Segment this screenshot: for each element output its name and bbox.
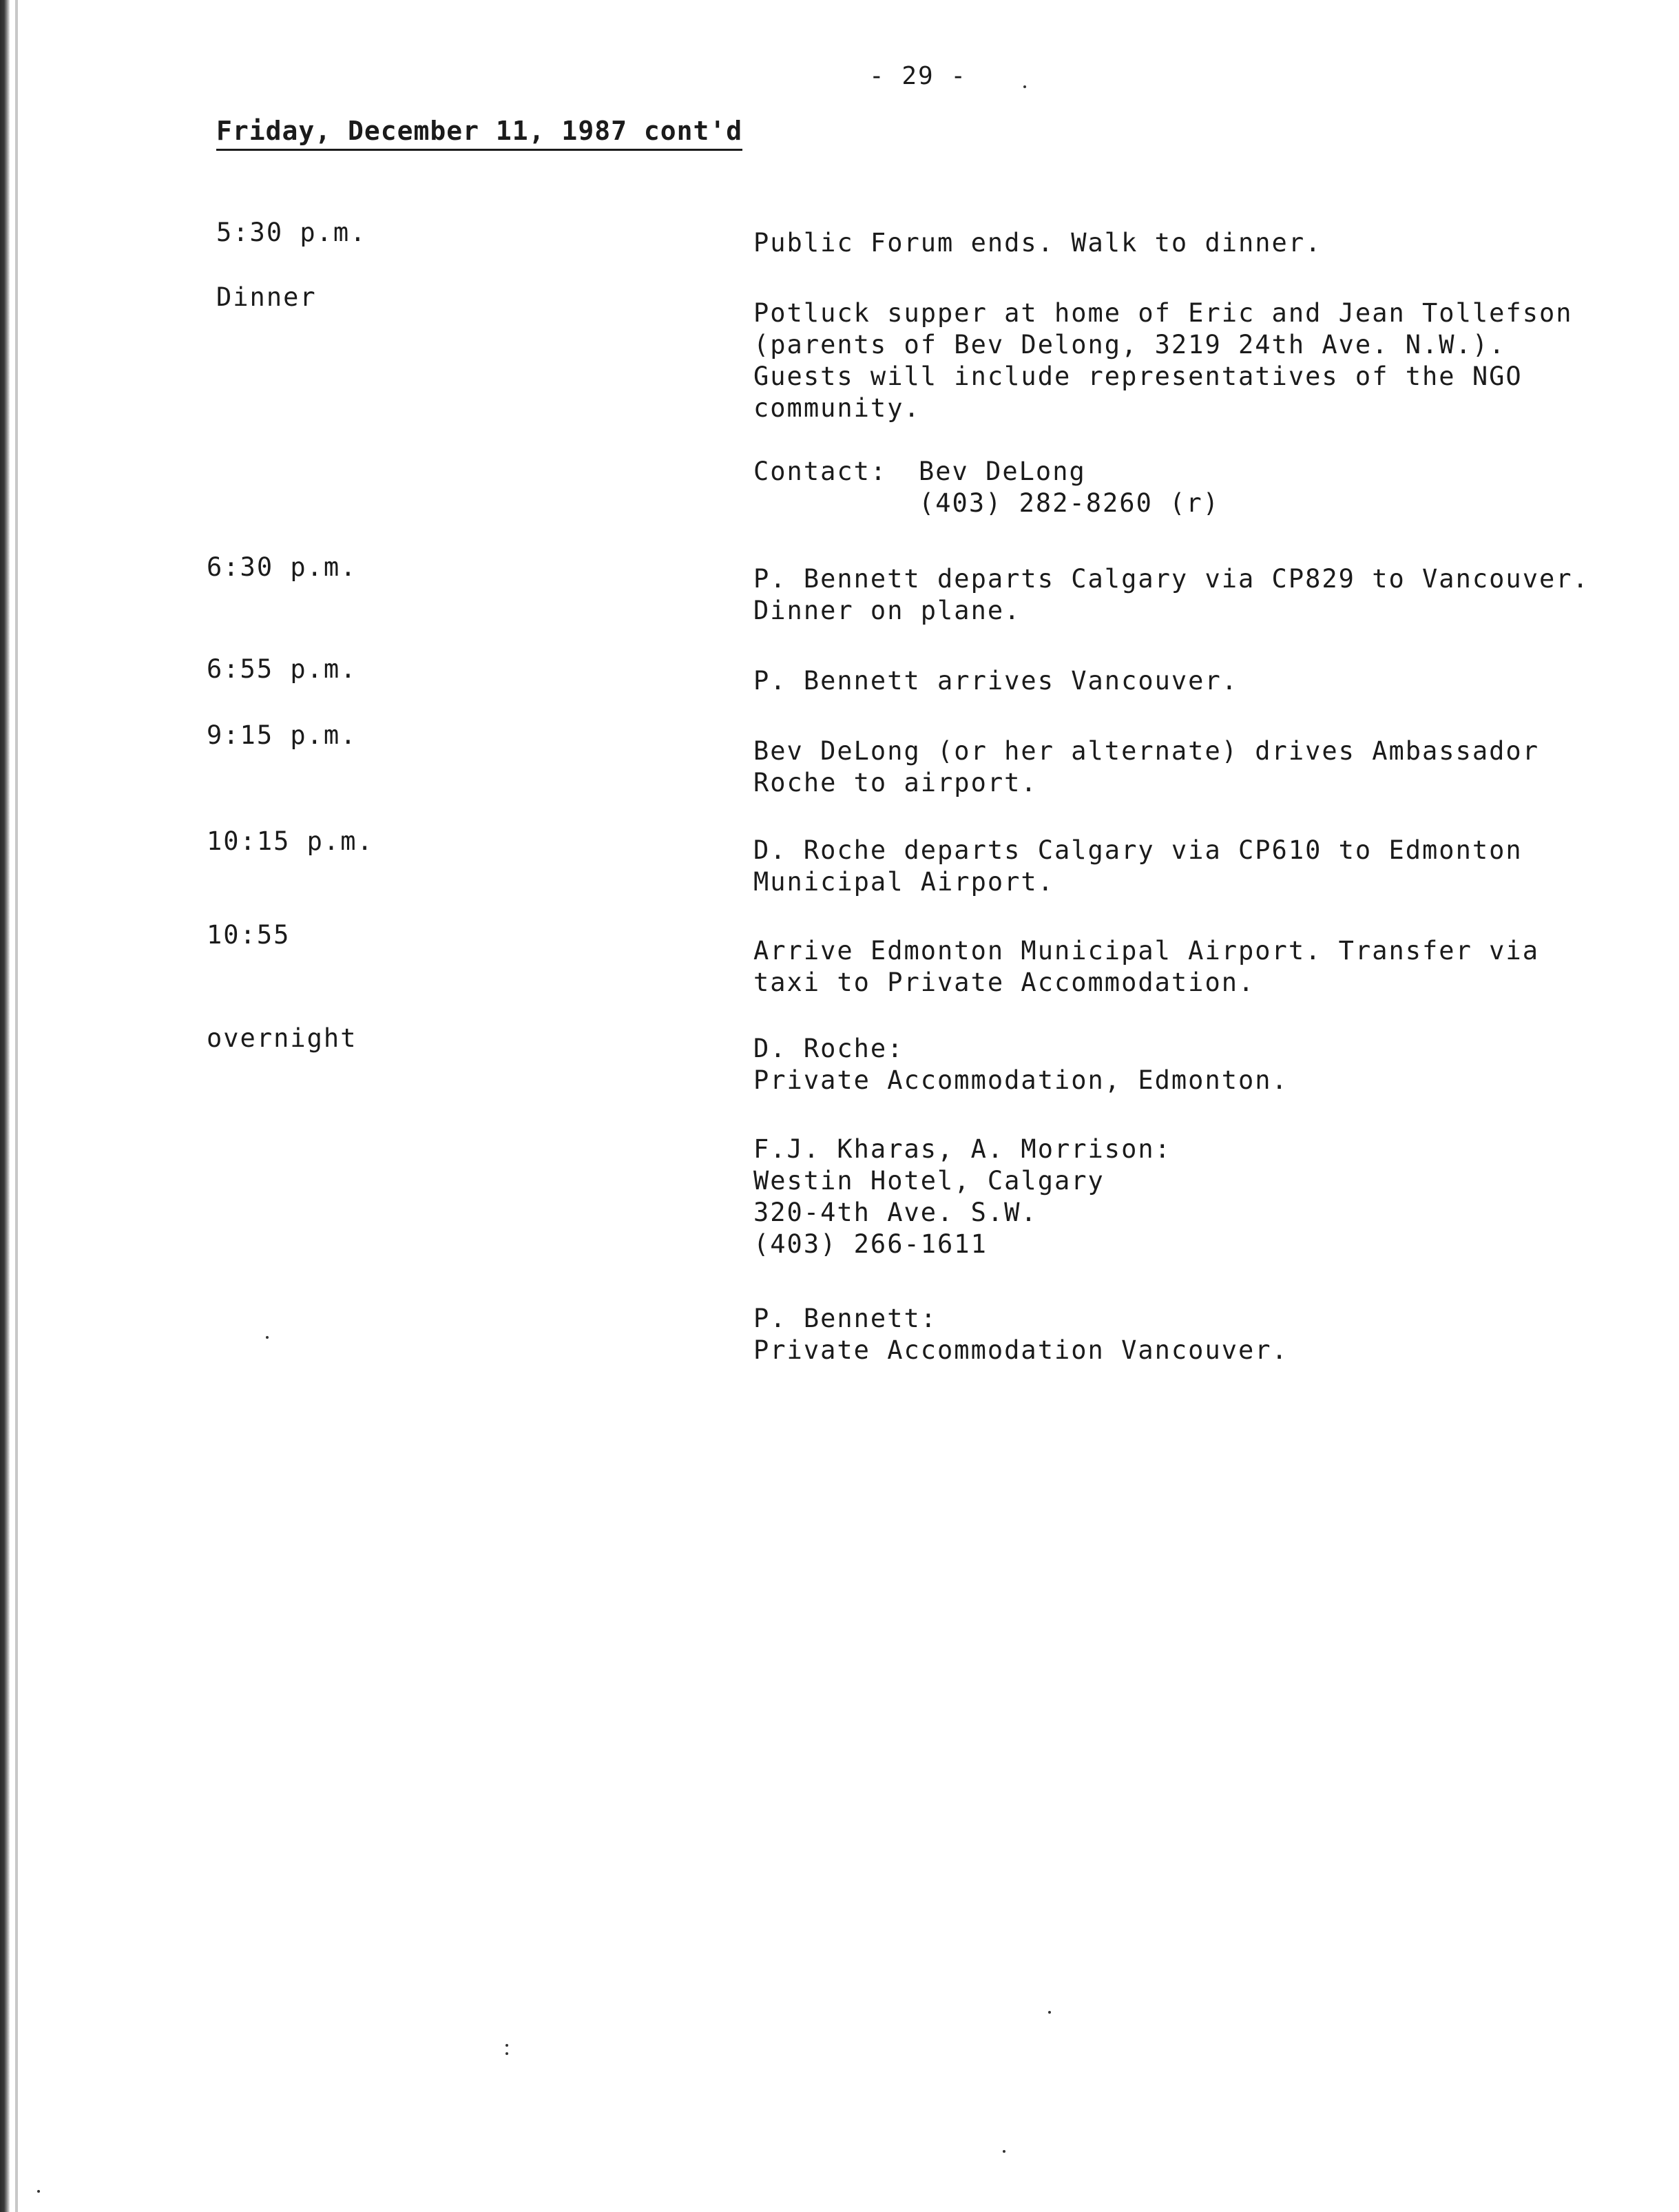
entry-description xyxy=(753,227,1642,259)
description-line: Public Forum ends. Walk to dinner. xyxy=(753,228,1322,258)
contact-label: Contact: xyxy=(753,457,888,486)
description-line: community. xyxy=(753,393,921,423)
entry-description-secondary xyxy=(753,1134,1642,1260)
scan-speck xyxy=(505,2052,508,2055)
description-line: (parents of Bev Delong, 3219 24th Ave. N.W.). xyxy=(753,330,1506,359)
scan-left-border xyxy=(0,0,10,2212)
entry-time: 9:15 p.m. xyxy=(207,720,357,750)
contact-block xyxy=(753,488,1642,519)
spacer xyxy=(753,424,1642,456)
scan-speck xyxy=(505,2044,508,2047)
entry-description xyxy=(753,835,1642,898)
entry-time: Dinner xyxy=(216,282,317,312)
description-line: Bev DeLong (or her alternate) drives Ambassador xyxy=(753,736,1539,766)
description-line: P. Bennett arrives Vancouver. xyxy=(753,666,1239,696)
entry-time: overnight xyxy=(207,1023,357,1053)
entry-time: 6:55 p.m. xyxy=(207,654,357,684)
description-line: Private Accommodation, Edmonton. xyxy=(753,1065,1289,1095)
contact-label-spacer xyxy=(753,488,919,519)
description-line: taxi to Private Accommodation. xyxy=(753,968,1255,997)
scan-speck xyxy=(266,1336,269,1339)
description-line: 320-4th Ave. S.W. xyxy=(753,1198,1038,1227)
description-line: Westin Hotel, Calgary xyxy=(753,1166,1105,1196)
scan-speck xyxy=(1023,85,1026,88)
contact-name: Bev DeLong xyxy=(919,457,1086,486)
entry-description xyxy=(753,1033,1642,1096)
description-line: Private Accommodation Vancouver. xyxy=(753,1335,1289,1365)
scan-left-border-line xyxy=(15,0,18,2212)
entry-time: 5:30 p.m. xyxy=(216,218,367,247)
page-number: - 29 - xyxy=(869,62,968,90)
description-line: Potluck supper at home of Eric and Jean Tollefson xyxy=(753,298,1573,328)
scan-speck xyxy=(37,2190,40,2193)
scan-speck xyxy=(1048,2011,1051,2014)
description-line: Roche to airport. xyxy=(753,768,1038,797)
entry-description xyxy=(753,665,1642,697)
contact-phone: (403) 282-8260 (r) xyxy=(919,488,1220,518)
description-line: F.J. Kharas, A. Morrison: xyxy=(753,1134,1171,1164)
description-line: D. Roche: xyxy=(753,1034,904,1063)
entry-time: 6:30 p.m. xyxy=(207,552,357,582)
page-header: Friday, December 11, 1987 cont'd xyxy=(216,116,742,151)
entry-description xyxy=(753,563,1642,627)
entry-description-tertiary xyxy=(753,1303,1642,1366)
description-line: Arrive Edmonton Municipal Airport. Transfer via xyxy=(753,936,1539,966)
description-line: D. Roche departs Calgary via CP610 to Edmonton xyxy=(753,835,1523,865)
entry-time: 10:55 xyxy=(207,920,291,950)
contact-block xyxy=(753,456,1642,488)
description-line: Municipal Airport. xyxy=(753,867,1054,897)
entry-description xyxy=(753,298,1642,519)
description-line: (403) 266-1611 xyxy=(753,1229,988,1259)
entry-description xyxy=(753,935,1642,999)
description-line: P. Bennett: xyxy=(753,1304,938,1333)
description-line: Guests will include representatives of the NGO xyxy=(753,362,1523,391)
entry-time: 10:15 p.m. xyxy=(207,826,374,856)
entry-description xyxy=(753,735,1642,799)
scan-speck xyxy=(1003,2150,1005,2153)
description-line: P. Bennett departs Calgary via CP829 to Vancouver. xyxy=(753,564,1589,594)
description-line: Dinner on plane. xyxy=(753,596,1021,625)
